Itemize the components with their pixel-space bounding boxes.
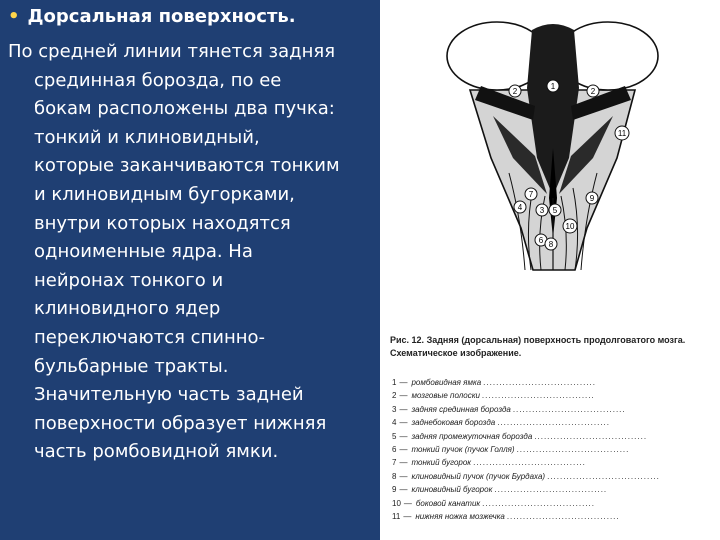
body-line: По средней линии тянется задняя <box>8 41 336 62</box>
body-line: бульбарные тракты. <box>34 355 229 377</box>
svg-text:5: 5 <box>552 206 558 215</box>
body-line: переключаются спинно- <box>34 326 266 348</box>
svg-text:8: 8 <box>548 240 554 249</box>
body-paragraph <box>8 38 373 467</box>
legend-item: 8 — клиновидный пучок (пучок Бурдаха) ................................... <box>392 471 660 481</box>
caption-line2: Схематическое изображение. <box>390 348 522 358</box>
marker-3 <box>536 204 548 216</box>
bullet-icon: • <box>8 6 20 27</box>
body-line: тонкий и клиновидный, <box>34 126 260 148</box>
body-line: которые заканчиваются тонким <box>34 155 340 177</box>
marker-9 <box>586 192 598 204</box>
legend-item: 9 — клиновидный бугорок ................................... <box>392 485 608 495</box>
marker-11 <box>615 126 629 140</box>
body-line: внутри которых находятся <box>34 212 291 234</box>
legend-item: 2 — мозговые полоски ................................... <box>392 391 595 401</box>
body-line: клиновидного ядер <box>34 298 221 320</box>
body-line: Значительную часть задней <box>34 384 304 406</box>
legend-item: 10 — боковой канатик ................................... <box>392 498 595 508</box>
marker-2-right <box>587 85 599 97</box>
caption-prefix: Рис. 12. <box>390 335 425 345</box>
body-line: нейронах тонкого и <box>34 269 224 291</box>
svg-text:11: 11 <box>617 129 627 138</box>
svg-text:2: 2 <box>590 87 596 96</box>
legend-item: 11 — нижняя ножка мозжечка ................................... <box>392 511 620 521</box>
marker-1 <box>547 80 559 92</box>
svg-text:2: 2 <box>512 87 518 96</box>
medulla-diagram <box>385 8 720 308</box>
svg-text:9: 9 <box>589 194 595 203</box>
slide-heading <box>8 6 296 27</box>
figure-legend <box>392 378 660 525</box>
svg-text:6: 6 <box>538 236 544 245</box>
body-line: одноименные ядра. На <box>34 241 253 263</box>
figure-caption <box>390 334 715 360</box>
legend-item: 1 — ромбовидная ямка ................................... <box>392 378 596 387</box>
body-line: и клиновидным бугорками, <box>34 183 295 205</box>
legend-item: 7 — тонкий бугорок ................................... <box>392 458 586 468</box>
body-line: часть ромбовидной ямки. <box>34 441 279 463</box>
body-line: бокам расположены два пучка: <box>34 98 335 120</box>
marker-4 <box>514 201 526 213</box>
legend-item: 4 — заднебоковая борозда ................................... <box>392 418 610 428</box>
body-line: срединная борозда, по ее <box>34 69 282 91</box>
marker-10 <box>563 219 577 233</box>
svg-text:3: 3 <box>539 206 545 215</box>
svg-text:4: 4 <box>517 203 523 212</box>
marker-7 <box>525 188 537 200</box>
svg-text:1: 1 <box>550 82 556 91</box>
svg-text:10: 10 <box>565 222 575 231</box>
legend-item: 5 — задняя промежуточная борозда ................................... <box>392 431 648 441</box>
marker-8 <box>545 238 557 250</box>
svg-text:7: 7 <box>528 190 534 199</box>
heading-text: Дорсальная поверхность. <box>27 6 296 27</box>
legend-item: 3 — задняя срединная борозда ................................... <box>392 404 626 414</box>
caption-line1: Задняя (дорсальная) поверхность продолговатого мозга. <box>426 335 686 345</box>
marker-2-left <box>509 85 521 97</box>
body-line: поверхности образует нижняя <box>34 412 327 434</box>
marker-5 <box>549 204 561 216</box>
legend-item: 6 — тонкий пучок (пучок Голля) ................................... <box>392 444 630 454</box>
